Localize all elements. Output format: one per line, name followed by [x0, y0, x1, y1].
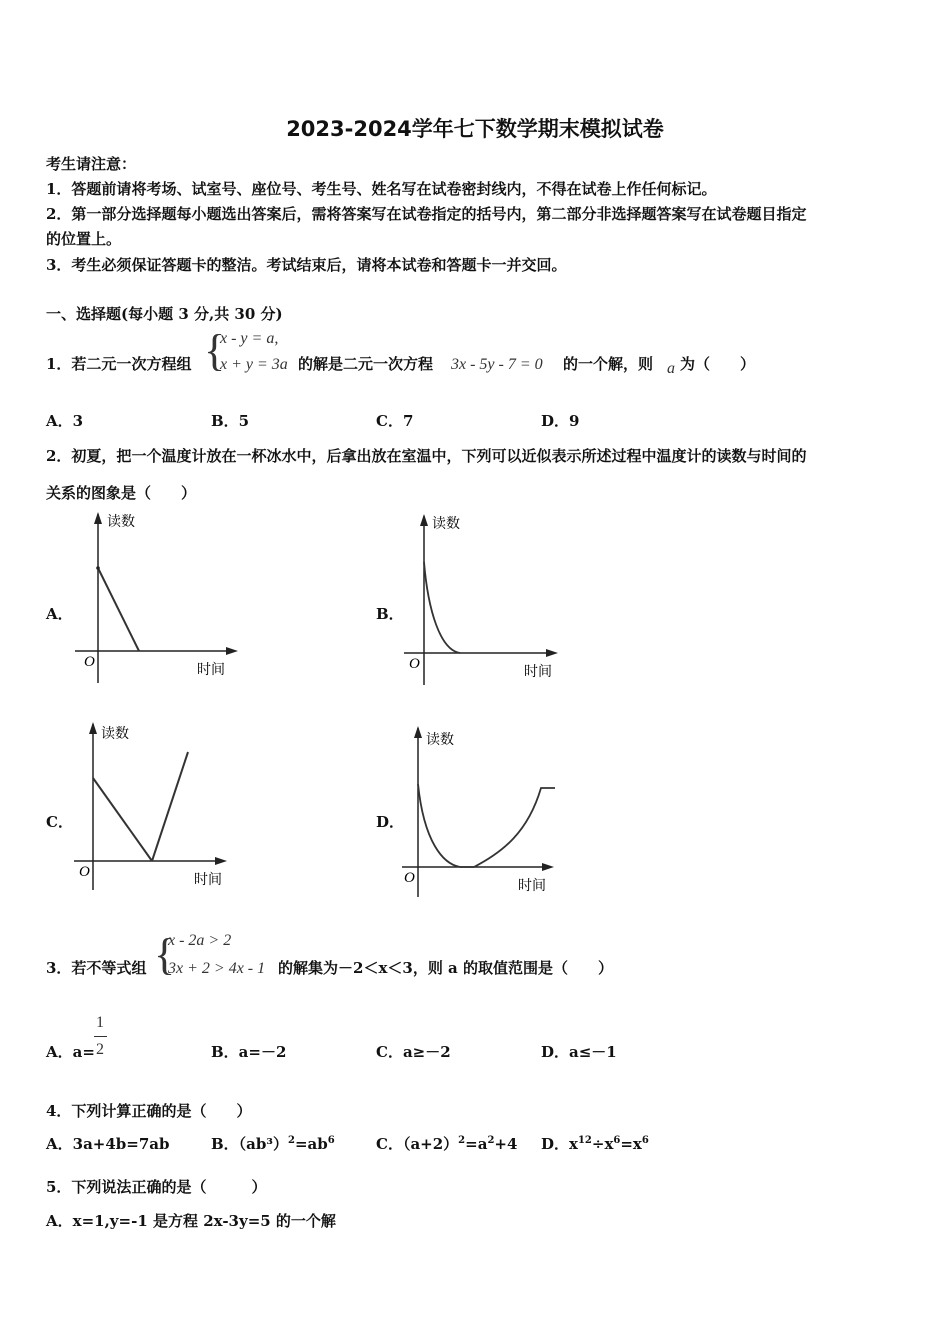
- q1-eq1: x - y = a,: [220, 330, 279, 347]
- x-axis-label: 时间: [524, 664, 552, 680]
- q1-option-d: D．9: [541, 412, 580, 430]
- q3-eq1: x - 2a > 2: [168, 932, 232, 949]
- q1-suffix1: 的一个解，则: [563, 355, 654, 373]
- section-heading: 一、选择题(每小题 3 分,共 30 分): [46, 305, 283, 323]
- q3-eq2: 3x + 2 > 4x - 1: [168, 960, 266, 977]
- y-axis-label: 读数: [426, 732, 454, 748]
- q3-option-d: D．a≤－1: [541, 1043, 617, 1061]
- q1-option-a: A．3: [46, 412, 84, 430]
- graph-b: [400, 510, 570, 690]
- q3-option-c: C．a≥－2: [376, 1043, 451, 1061]
- q2-label-d: D．: [376, 813, 405, 831]
- graph-c: [68, 718, 248, 898]
- q2-line2: 关系的图象是（ ）: [46, 484, 197, 502]
- q4-option-b: B．$(ab^3)^2=ab^6$: [211, 1135, 335, 1153]
- q2-label-a: A．: [46, 605, 73, 623]
- notice-heading: 考生请注意：: [46, 155, 137, 173]
- x-axis-label: 时间: [194, 872, 222, 888]
- q1-option-c: C．7: [376, 412, 414, 430]
- x-axis-label: 时间: [197, 662, 225, 678]
- q3-suffix: 的解集为－2＜x＜3，则 a 的取值范围是（ ）: [278, 959, 613, 977]
- q1-var: a: [667, 360, 675, 377]
- q1-eq3: 3x - 5y - 7 = 0: [451, 356, 543, 373]
- fraction-numerator: 1: [96, 1014, 104, 1031]
- q3-option-a: A．a=: [46, 1043, 95, 1061]
- q5-option-a: A．x=1,y=-1 是方程 2x-3y=5 的一个解: [46, 1212, 336, 1230]
- brace-icon: {: [154, 930, 176, 979]
- origin-label: O: [404, 870, 415, 886]
- q2-line1: 2．初夏，把一个温度计放在一杯冰水中，后拿出放在室温中，下列可以近似表示所述过程中温度计的读数与时间的: [46, 447, 807, 465]
- fraction-denominator: 2: [96, 1041, 104, 1058]
- x-axis-label: 时间: [518, 878, 546, 894]
- q1-eq2: x + y = 3a: [220, 356, 288, 373]
- notice-item: 1．答题前请将考场、试室号、座位号、考生号、姓名写在试卷密封线内，不得在试卷上作任何标记。: [46, 180, 717, 198]
- q4-option-a: A．3a+4b=7ab: [46, 1135, 170, 1153]
- q4-option-d: D．$x^{12}\div x^6=x^6$: [541, 1135, 649, 1153]
- q2-label-b: B．: [376, 605, 404, 623]
- y-axis-label: 读数: [107, 514, 135, 530]
- y-axis-label: 读数: [432, 516, 460, 532]
- notice-item: 2．第一部分选择题每小题选出答案后，需将答案写在试卷指定的括号内，第二部分非选择题答案写在试卷题目指定: [46, 205, 807, 223]
- q2-label-c: C．: [46, 813, 73, 831]
- notice-item: 的位置上。: [46, 230, 122, 248]
- q4-option-c: C．$(a+2)^2=a^2+4$: [376, 1135, 518, 1153]
- graph-d: [398, 722, 568, 902]
- q3-prefix: 3．若不等式组: [46, 959, 147, 977]
- q1-prefix: 1．若二元一次方程组: [46, 355, 192, 373]
- q1-suffix2: 为（ ）: [680, 355, 756, 373]
- y-axis-label: 读数: [101, 726, 129, 742]
- page-title: 2023-2024学年七下数学期末模拟试卷: [286, 117, 664, 141]
- brace-icon: {: [204, 326, 226, 375]
- q4-text: 4．下列计算正确的是（ ）: [46, 1102, 252, 1120]
- q3-option-b: B．a=－2: [211, 1043, 287, 1061]
- origin-label: O: [79, 864, 90, 880]
- origin-label: O: [84, 654, 95, 670]
- graph-a: [70, 508, 250, 688]
- q5-text: 5．下列说法正确的是（ ）: [46, 1178, 267, 1196]
- notice-item: 3．考生必须保证答题卡的整洁。考试结束后，请将本试卷和答题卡一并交回。: [46, 256, 567, 274]
- origin-label: O: [409, 656, 420, 672]
- q1-middle: 的解是二元一次方程: [298, 355, 434, 373]
- q1-option-b: B．5: [211, 412, 250, 430]
- fraction-bar: [94, 1036, 107, 1037]
